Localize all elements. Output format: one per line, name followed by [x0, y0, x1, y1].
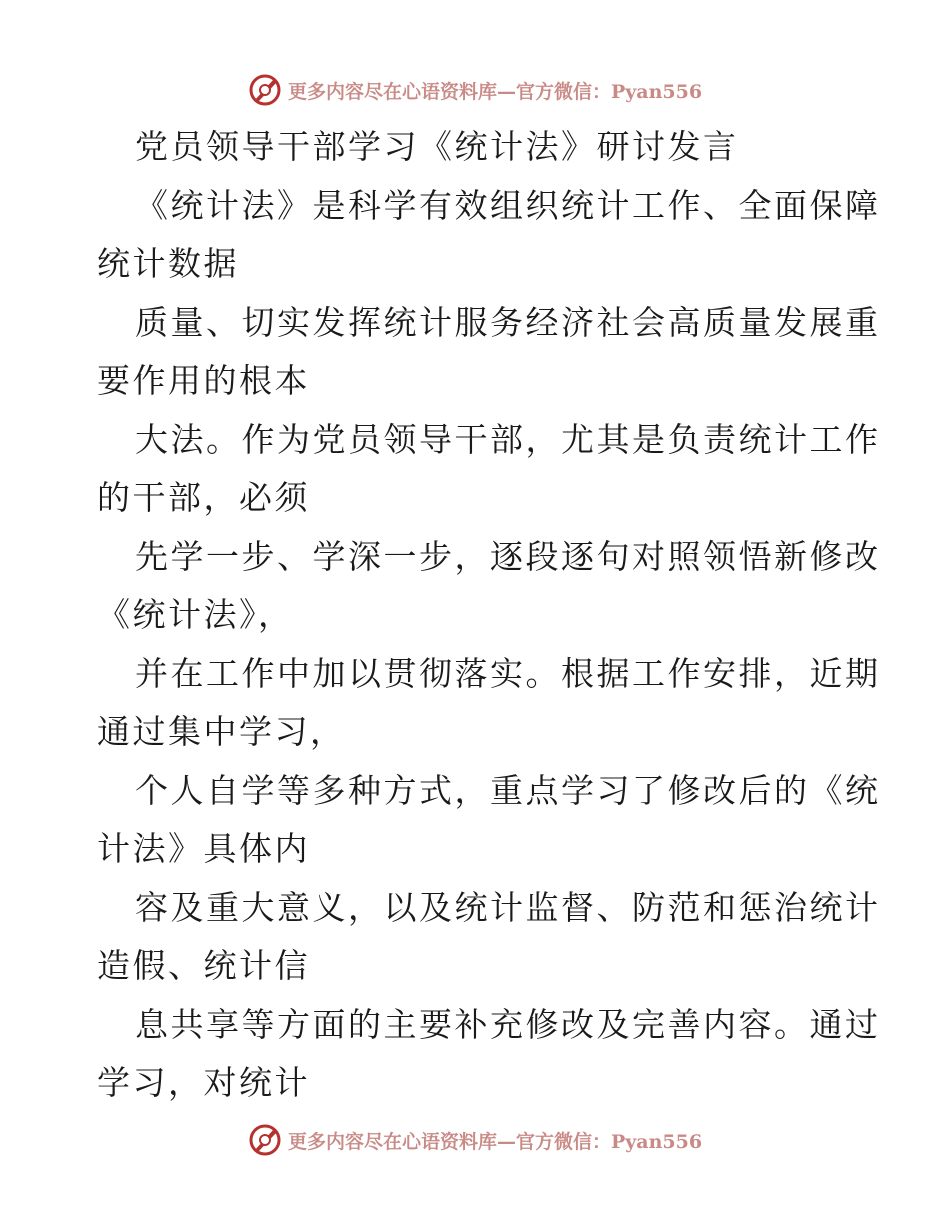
body-line: 质量、切实发挥统计服务经济社会高质量发展重: [135, 302, 881, 342]
body-line: 个人自学等多种方式，重点学习了修改后的《统: [135, 770, 881, 810]
body-line: 统计数据: [97, 244, 239, 283]
footer-banner-text: 更多内容尽在心语资料库—官方微信：Pyan556: [287, 1130, 703, 1153]
header-banner-text: 更多内容尽在心语资料库—官方微信：Pyan556: [287, 80, 703, 103]
body-line: 先学一步、学深一步，逐段逐句对照领悟新修改: [135, 536, 881, 576]
body-line: 学习，对统计: [97, 1063, 310, 1102]
body-line: 要作用的根本: [97, 361, 310, 400]
body-line: 《统计法》是科学有效组织统计工作、全面保障: [135, 185, 881, 225]
header-watermark-banner: [0, 70, 950, 110]
quill-logo-icon: [248, 73, 282, 107]
document-title: 党员领导干部学习《统计法》研讨发言: [135, 127, 739, 166]
body-line: 《统计法》，: [97, 595, 294, 634]
body-line: 息共享等方面的主要补充修改及完善内容。通过: [135, 1004, 881, 1044]
body-line: 计法》具体内: [97, 829, 310, 868]
body-line: 通过集中学习，: [97, 712, 346, 751]
body-line: 并在工作中加以贯彻落实。根据工作安排，近期: [135, 653, 881, 693]
body-line: 造假、统计信: [97, 946, 310, 985]
document-body: [97, 118, 881, 1113]
quill-logo-icon: [248, 1123, 282, 1157]
footer-watermark-banner: [0, 1120, 950, 1160]
body-line: 大法。作为党员领导干部，尤其是负责统计工作: [135, 419, 881, 459]
body-line: 的干部，必须: [97, 478, 310, 517]
body-line: 容及重大意义，以及统计监督、防范和惩治统计: [135, 887, 881, 927]
